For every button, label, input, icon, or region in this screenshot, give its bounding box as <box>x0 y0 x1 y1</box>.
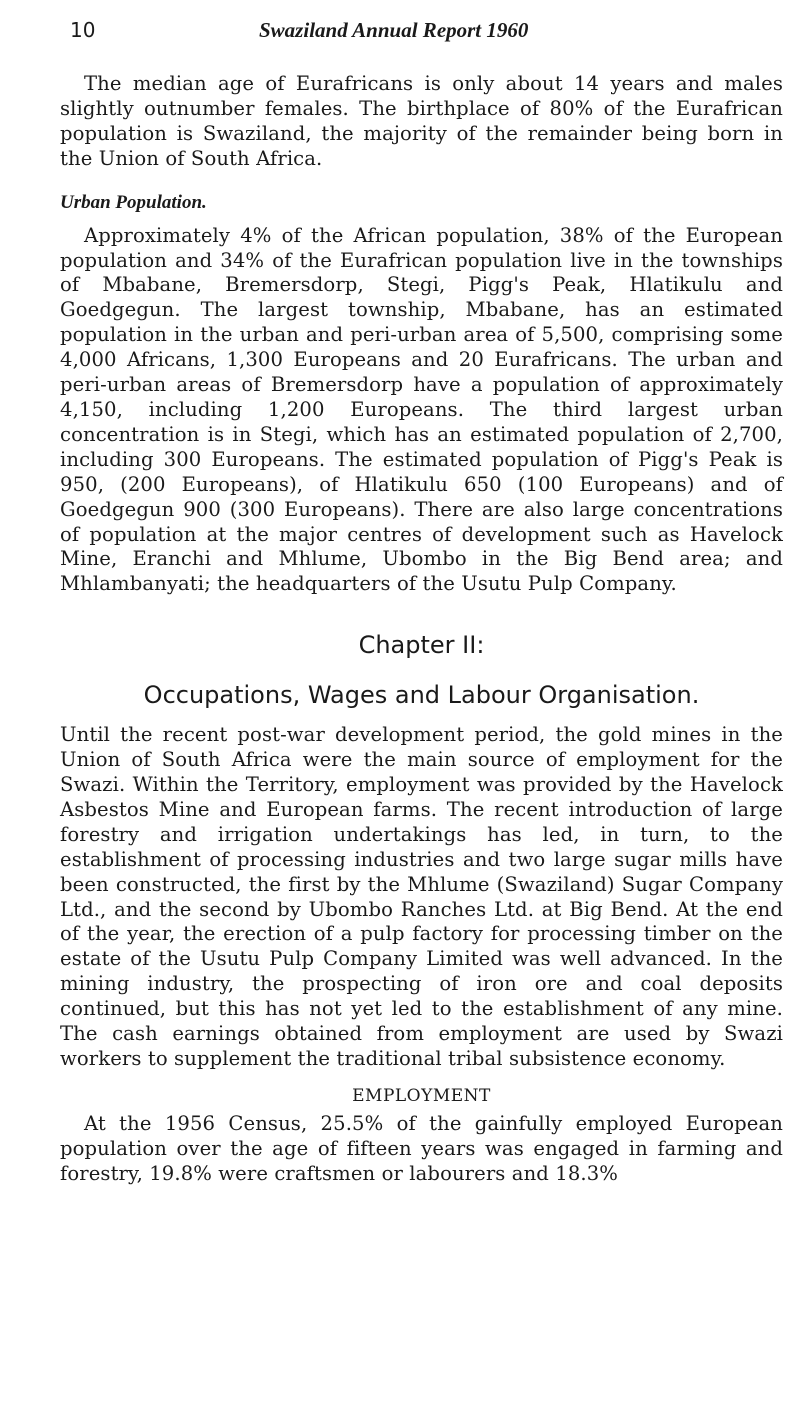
chapter-subtitle: Occupations, Wages and Labour Organisation. <box>143 681 700 710</box>
section-heading-urban-population: Urban Population. <box>60 191 207 213</box>
paragraph-occupations: Until the recent post-war development period, the gold mines in the Union of South Africa were the main source of employment for the Swazi. Within the Territory, employment was provided by the Havelock Asbestos Mine and European farms. The recent introduction of large forestry and irrigation undertakings has led, in turn, to the establishment of processing industries and two large sugar mills have been constructed, the first by the Mhlume (Swaziland) Sugar Company Ltd., and the second by Ubombo Ranches Ltd. at Big Bend. At the end of the year, the erection of a pulp factory for processing timber on the estate of the Usutu Pulp Company Limited was well advanced. In the mining industry, the prospecting of iron ore and coal deposits continued, but this has not yet led to the establishment of any mine. The cash earnings obtained from employment are used by Swazi workers to supplement the traditional tribal subsistence economy. <box>60 723 783 1070</box>
paragraph-eurafrican-age: The median age of Eurafricans is only about 14 years and males slightly outnumber females. The birthplace of 80% of the Eurafrican population is Swaziland, the majority of the remainder being born in the Union of South Africa. <box>60 72 783 170</box>
paragraph-employment-census: At the 1956 Census, 25.5% of the gainfully employed European population over the age of fifteen years was engaged in farming and forestry, 19.8% were craftsmen or labourers and 18.3% <box>60 1111 783 1185</box>
paragraph-urban-population: Approximately 4% of the African population, 38% of the European population and 34% of the Eurafrican population live in the townships of Mbabane, Bremersdorp, Stegi, Pigg's Peak, Hlatikulu and Goedgegun. The largest township, Mbabane, has an estimated population in the urban and peri-urban area of 5,500, comprising some 4,000 Africans, 1,300 Europeans and 20 Eurafricans. The urban and peri-urban areas of Bremersdorp have a population of approximately 4,150, including 1,200 Europeans. The third largest urban concentration is in Stegi, which has an estimated population of 2,700, including 300 Europeans. The estimated population of Pigg's Peak is 950, (200 Europeans), of Hlatikulu 650 (100 Europeans) and of Goedgegun 900 (300 Europeans). There are also large concentrations of population at the major centres of development such as Havelock Mine, Eranchi and Mhlume, Ubombo in the Big Bend area; and Mhlambanyati; the headquarters of the Usutu Pulp Company. <box>60 223 783 596</box>
section-heading-employment: EMPLOYMENT <box>352 1085 491 1106</box>
chapter-title: Chapter II: <box>358 631 485 660</box>
report-page <box>60 18 783 1187</box>
page-number: 10 <box>70 18 96 42</box>
running-title: Swaziland Annual Report 1960 <box>259 18 529 42</box>
page-header <box>60 18 783 62</box>
